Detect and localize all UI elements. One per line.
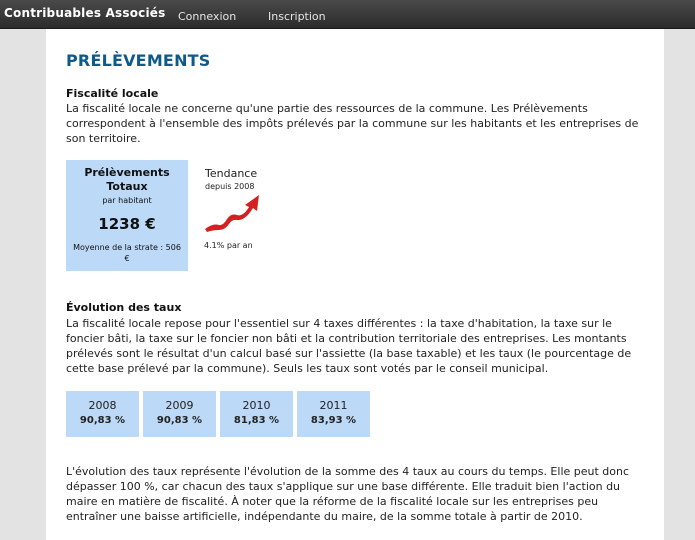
rates-description: La fiscalité locale repose pour l'essentiel sur 4 taxes différentes : la taxe d'habitation, la taxe sur le foncier bâti, la taxe sur le foncier non bâti et la contribution territoriale des entreprises. Les montants prélevés sont le résultat d'un calcul basé sur l'assiette (la base taxable) et les taux (le pourcentage de cette base prélevé par la commune). Seuls les taux sont votés par le conseil municipal. — [66, 317, 632, 375]
nav-register-link[interactable]: Inscription — [268, 10, 326, 23]
rate-value: 81,83 % — [233, 415, 280, 426]
rate-box-2008 — [66, 391, 139, 437]
trend-rate: 4.1% par an — [204, 241, 253, 250]
total-levies-box — [66, 160, 188, 271]
rate-year: 2009 — [165, 399, 194, 412]
total-levies-title: Prélèvements Totaux — [84, 166, 170, 193]
main-content — [46, 29, 664, 540]
site-brand[interactable]: Contribuables Associés — [4, 6, 166, 20]
rate-year: 2008 — [88, 399, 117, 412]
rate-year: 2011 — [319, 399, 348, 412]
page-title: PRÉLÈVEMENTS — [66, 51, 211, 70]
total-levies-subtitle: par habitant — [102, 196, 152, 205]
trend-up-arrow-icon — [201, 189, 271, 235]
section-title-rates: Évolution des taux — [66, 301, 182, 314]
rates-footer-description: L'évolution des taux représente l'évolution de la somme des 4 taux au cours du temps. Elle peut donc dépasser 100 %, car chacun des taux s'applique sur une base différente. Elle traduit bien l'action du maire en matière de fiscalité. À noter que la réforme de la fiscalité locale sur les entreprises peu entraîner une baisse artificielle, indépendante du maire, de la somme totale à partir de 2010. — [66, 465, 630, 523]
local-tax-description: La fiscalité locale ne concerne qu'une partie des ressources de la commune. Les Prélèvements correspondent à l'ensemble des impôts prélevés par la commune sur les habitants et les entreprises de son territoire. — [66, 102, 639, 145]
rate-box-2010 — [220, 391, 293, 437]
trend-since: depuis 2008 — [205, 182, 255, 191]
rate-box-2009 — [143, 391, 216, 437]
rate-year: 2010 — [242, 399, 271, 412]
rate-box-2011 — [297, 391, 370, 437]
nav-login-link[interactable]: Connexion — [178, 10, 237, 23]
rate-value: 83,93 % — [310, 415, 357, 426]
top-navigation-bar — [0, 0, 695, 29]
rate-value: 90,83 % — [79, 415, 126, 426]
section-title-local-tax: Fiscalité locale — [66, 87, 159, 100]
rate-value: 90,83 % — [156, 415, 203, 426]
trend-title: Tendance — [205, 167, 258, 180]
total-levies-value: 1238 € — [98, 215, 156, 233]
strata-average: Moyenne de la strate : 506 € — [73, 243, 181, 263]
